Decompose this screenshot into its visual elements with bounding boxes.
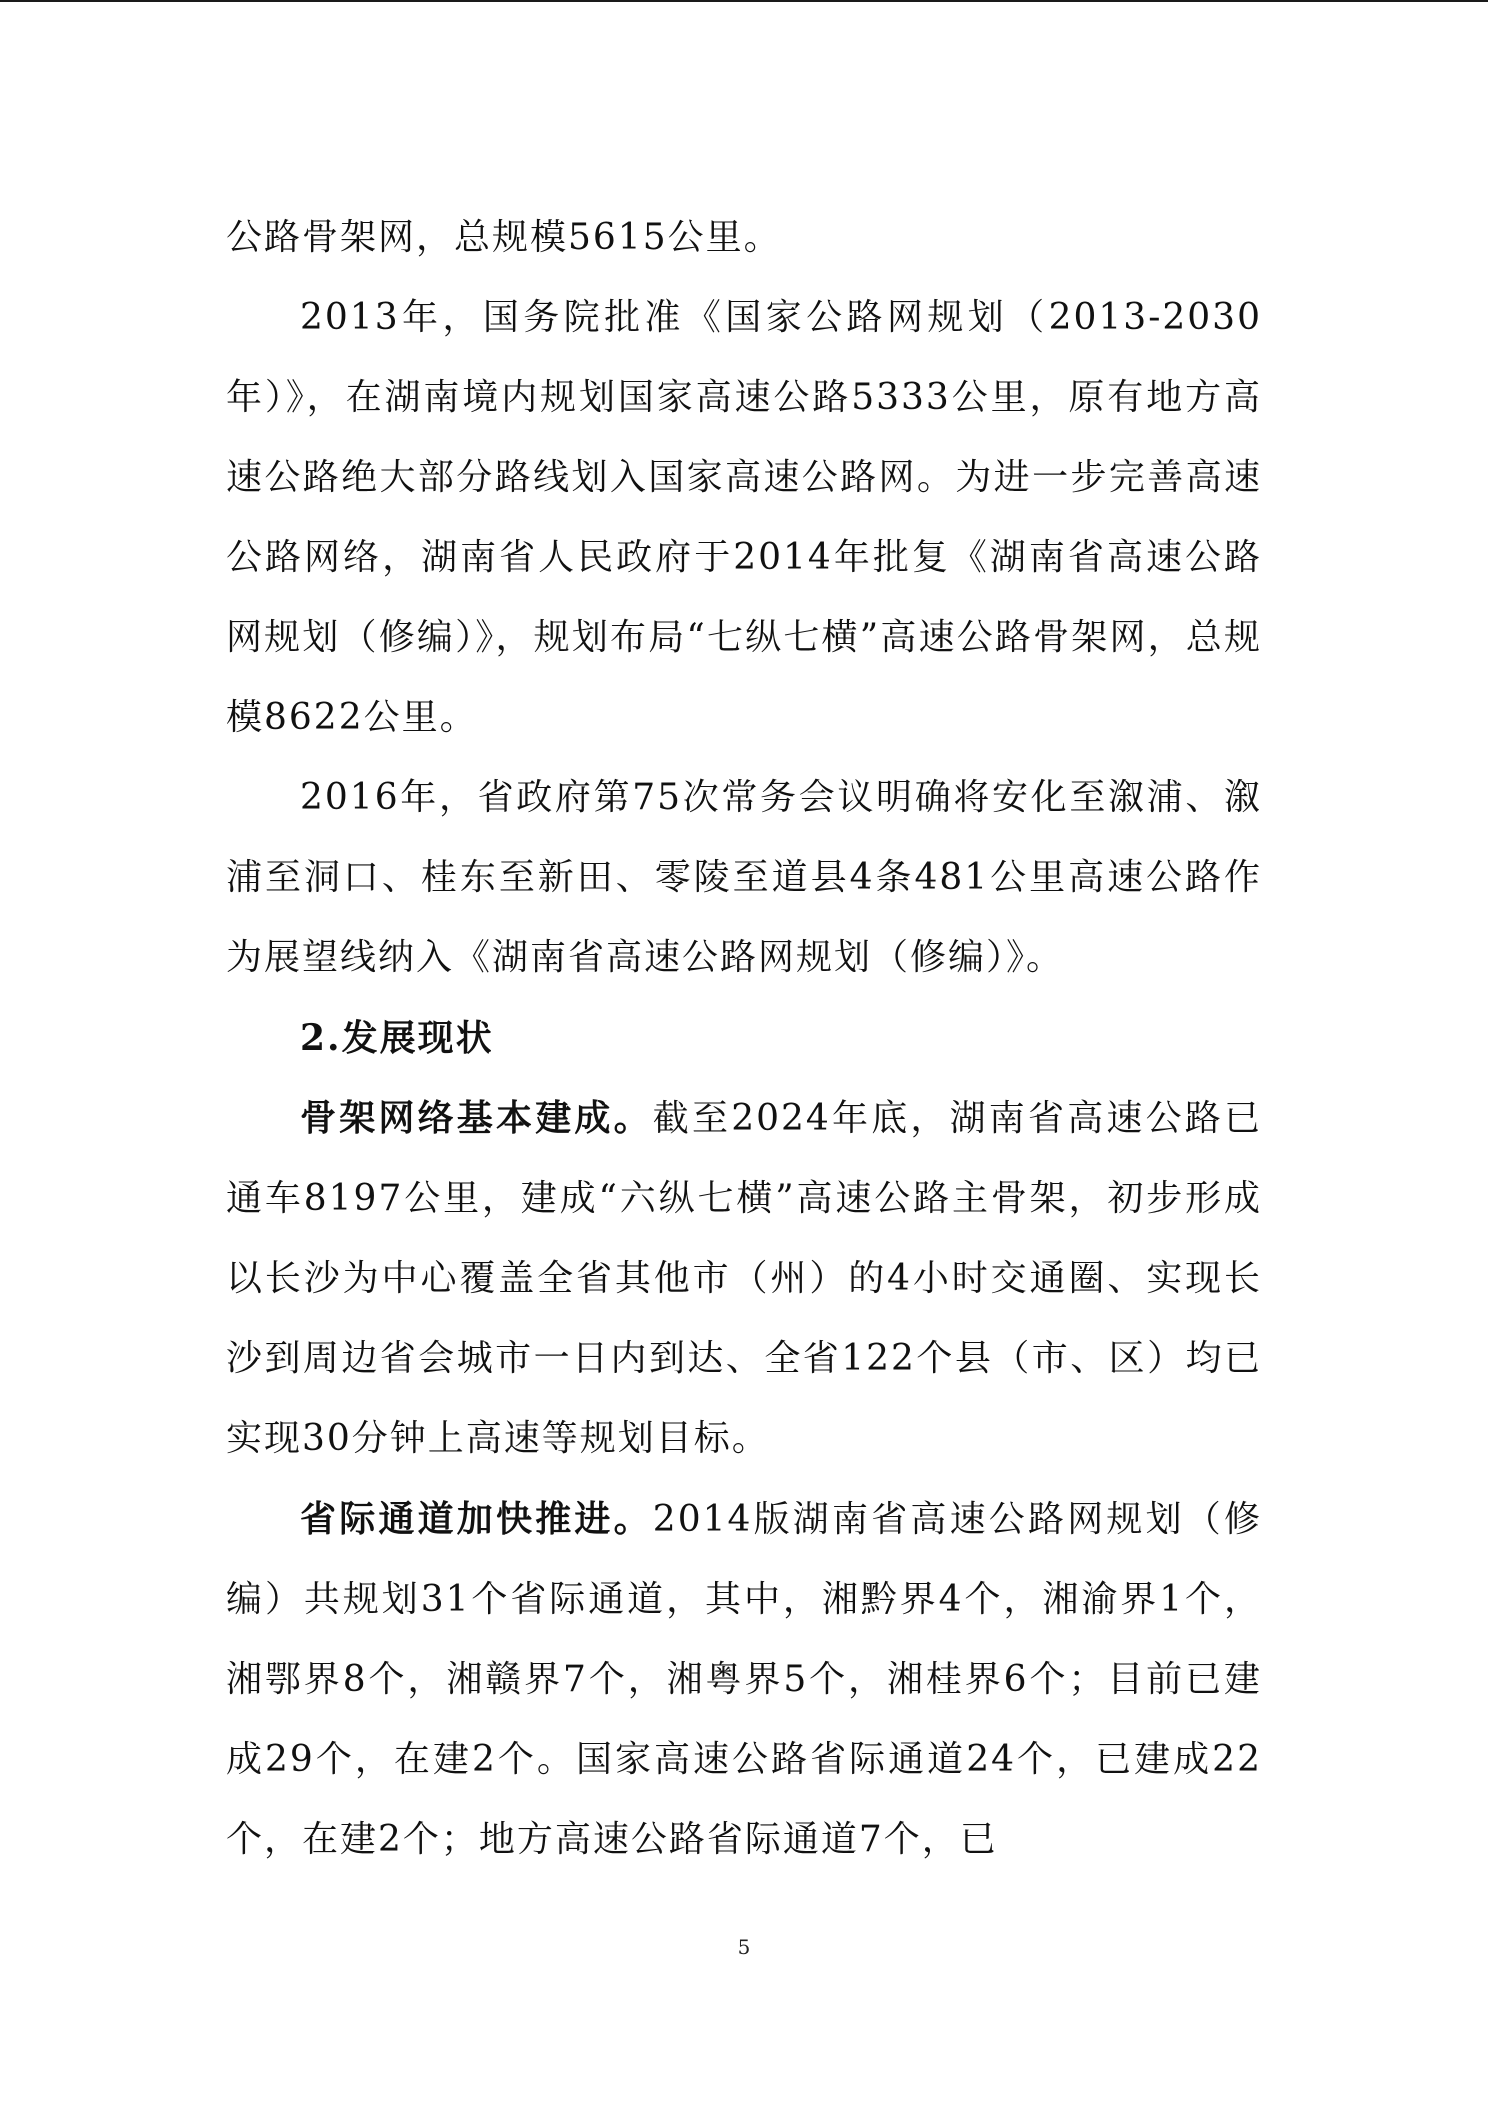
document-body (226, 198, 1262, 1880)
paragraph-continuation (226, 198, 1262, 278)
paragraph-text: 2014版湖南省高速公路网规划（修编）共规划31个省际通道，其中，湘黔界4个，湘渝界1个，湘鄂界8个，湘赣界7个，湘粤界5个，湘桂界6个；目前已建成29个，在建2个。国家高速公路省际通道24个，已建成22个，在建2个；地方高速公路省际通道7个，已 (226, 1499, 1262, 1860)
paragraph-2013-plan (226, 278, 1262, 758)
paragraph-text: 截至2024年底，湖南省高速公路已通车8197公里，建成“六纵七横”高速公路主骨架，初步形成以长沙为中心覆盖全省其他市（州）的4小时交通圈、实现长沙到周边省会城市一日内到达、全省122个县（市、区）均已实现30分钟上高速等规划目标。 (226, 1098, 1262, 1459)
paragraph-lead-bold: 骨架网络基本建成。 (300, 1097, 653, 1139)
paragraph-2016-outlook (226, 758, 1262, 998)
paragraph-text: 2016年，省政府第75次常务会议明确将安化至溆浦、溆浦至洞口、桂东至新田、零陵至道县4条481公里高速公路作为展望线纳入《湖南省高速公路网规划（修编）》。 (226, 777, 1262, 978)
paragraph-text: 2013年，国务院批准《国家公路网规划（2013-2030年）》，在湖南境内规划国家高速公路5333公里，原有地方高速公路绝大部分路线划入国家高速公路网。为进一步完善高速公路网络，湖南省人民政府于2014年批复《湖南省高速公路网规划（修编）》，规划布局“七纵七横”高速公路骨架网，总规模8622公里。 (226, 297, 1262, 738)
paragraph-lead-bold: 省际通道加快推进。 (300, 1498, 653, 1540)
page-number: 5 (737, 1935, 751, 1959)
paragraph-text: 公路骨架网，总规模5615公里。 (226, 217, 782, 258)
section-heading (226, 998, 1262, 1078)
page-top-border (0, 0, 1488, 2)
section-heading-text: 2.发展现状 (300, 1017, 494, 1059)
paragraph-interprovincial-channels (226, 1479, 1262, 1880)
paragraph-network-status (226, 1078, 1262, 1479)
